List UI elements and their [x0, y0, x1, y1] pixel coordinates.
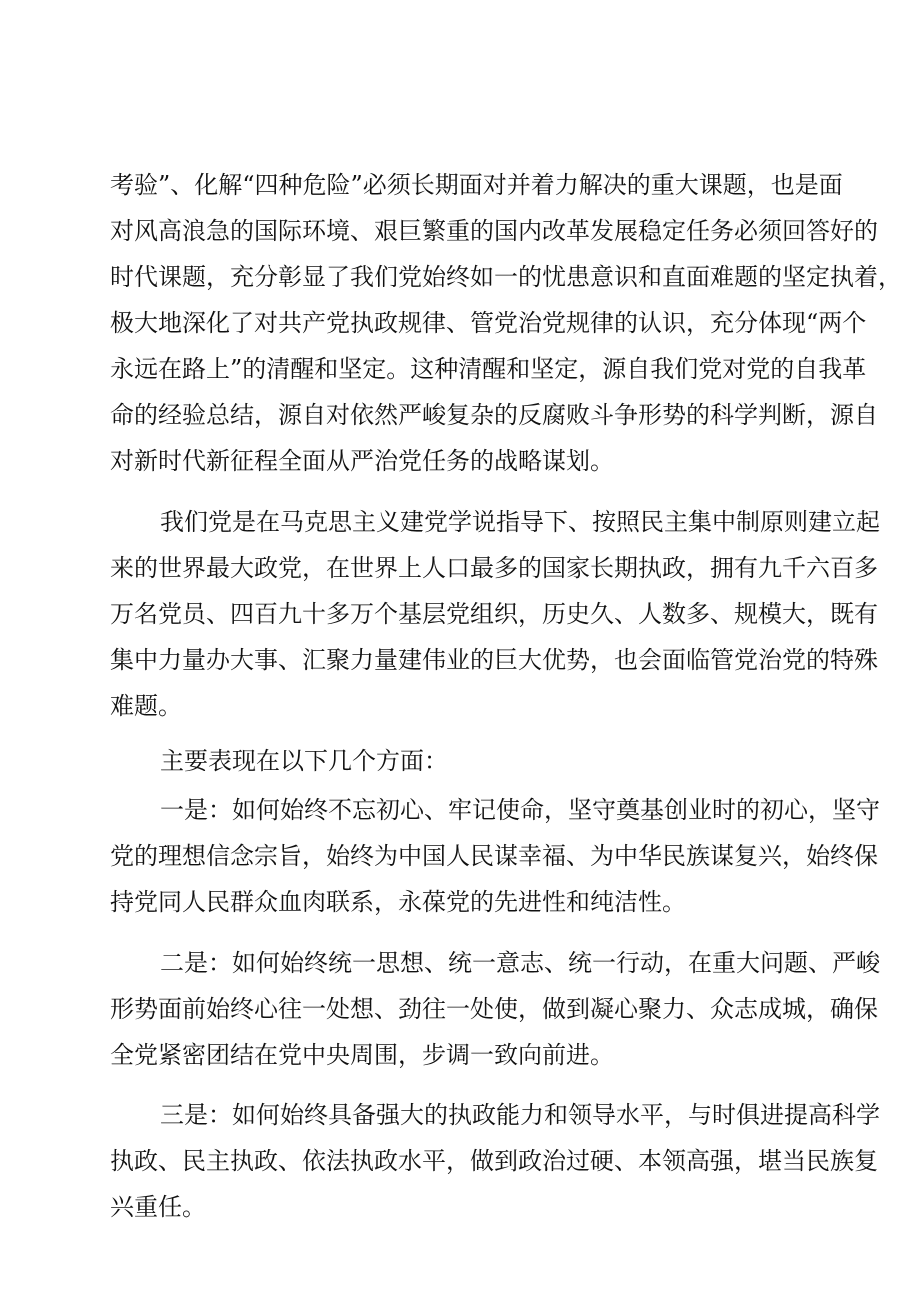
- text-line: 二是：如何始终统一思想、统一意志、统一行动，在重大问题、严峻: [160, 949, 880, 977]
- text-line: 永远在路上”的清醒和坚定。这种清醒和坚定，源自我们党对党的自我革: [110, 355, 867, 383]
- text-line: 持党同人民群众血肉联系，永葆党的先进性和纯洁性。: [110, 888, 686, 916]
- text-line: 对风高浪急的国际环境、艰巨繁重的国内改革发展稳定任务必须回答好的: [110, 217, 878, 245]
- text-line: 考验”、化解“四种危险”必须长期面对并着力解决的重大课题，也是面: [110, 171, 843, 199]
- text-line: 三是：如何始终具备强大的执政能力和领导水平，与时俱进提高科学: [160, 1101, 880, 1129]
- text-line: 集中力量办大事、汇聚力量建伟业的巨大优势，也会面临管党治党的特殊: [110, 646, 878, 674]
- text-line: 党的理想信念宗旨，始终为中国人民谋幸福、为中华民族谋复兴，始终保: [110, 842, 878, 870]
- text-line: 兴重任。: [110, 1193, 206, 1221]
- text-line: 主要表现在以下几个方面：: [160, 747, 448, 775]
- text-line: 对新时代新征程全面从严治党任务的战略谋划。: [110, 447, 614, 475]
- text-line: 来的世界最大政党，在世界上人口最多的国家长期执政，拥有九千六百多: [110, 554, 878, 582]
- text-line: 执政、民主执政、依法执政水平，做到政治过硬、本领高强，堪当民族复: [110, 1147, 878, 1175]
- text-line: 极大地深化了对共产党执政规律、管党治党规律的认识，充分体现“两个: [110, 309, 867, 337]
- text-line: 全党紧密团结在党中央周围，步调一致向前进。: [110, 1041, 614, 1069]
- text-line: 一是：如何始终不忘初心、牢记使命，坚守奠基创业时的初心，坚守: [160, 796, 880, 824]
- text-line: 难题。: [110, 692, 182, 720]
- text-line: 万名党员、四百九十多万个基层党组织，历史久、人数多、规模大，既有: [110, 600, 878, 628]
- text-line: 命的经验总结，源自对依然严峻复杂的反腐败斗争形势的科学判断，源自: [110, 401, 878, 429]
- text-line: 时代课题，充分彰显了我们党始终如一的忧患意识和直面难题的坚定执着，: [110, 263, 902, 291]
- text-line: 形势面前始终心往一处想、劲往一处使，做到凝心聚力、众志成城，确保: [110, 995, 878, 1023]
- text-line: 我们党是在马克思主义建党学说指导下、按照民主集中制原则建立起: [160, 508, 880, 536]
